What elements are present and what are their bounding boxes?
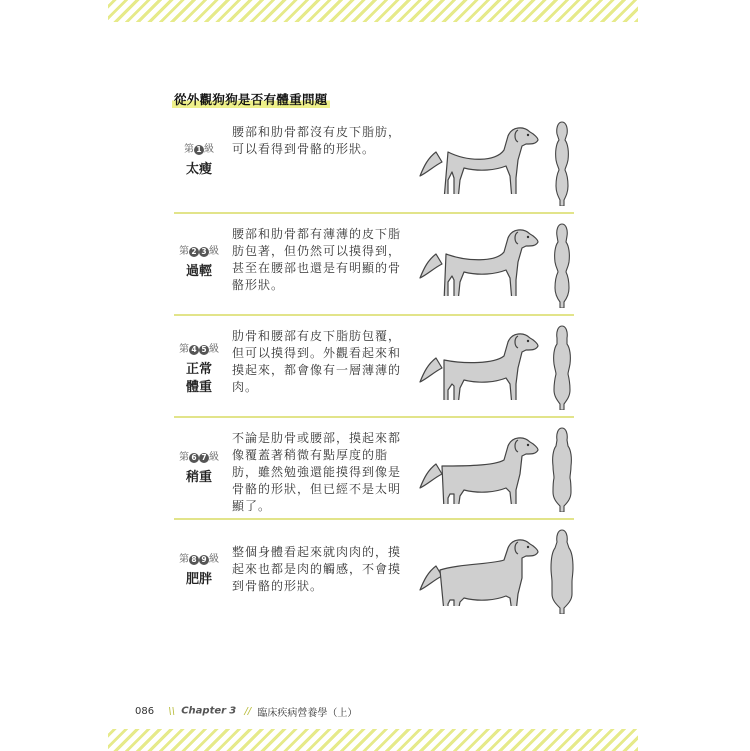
grade-prefix: 第 <box>179 554 189 565</box>
grade-description: 腰部和肋骨都沒有皮下脂肪，可以看得到骨骼的形狀。 <box>232 125 402 156</box>
grade-prefix: 第 <box>179 344 189 355</box>
section-title: 從外觀狗狗是否有體重問題 <box>174 92 328 107</box>
grade-number-badge: 5 <box>199 345 209 355</box>
grade-suffix: 級 <box>209 554 219 565</box>
grade-label <box>174 550 224 589</box>
thin-dog-top-view-icon <box>548 120 576 206</box>
grade-name <box>174 361 224 397</box>
grade-label <box>174 242 224 281</box>
grade-name-line: 過輕 <box>185 264 212 279</box>
chapter-title: 臨床疾病營養學（上） <box>257 708 358 719</box>
grade-number-badge: 7 <box>199 453 209 463</box>
grade-row-2-3 <box>174 212 574 314</box>
grade-label <box>174 448 224 487</box>
grade-number-badge: 1 <box>194 145 204 155</box>
grade-row-4-5 <box>174 314 574 416</box>
grade-number-badge: 3 <box>199 247 209 257</box>
grade-number <box>174 242 224 257</box>
grade-description: 整個身體看起來就肉肉的，摸起來也都是肉的觸感，不會摸到骨骼的形狀。 <box>232 545 402 593</box>
chapter-word: Chapter <box>181 705 227 717</box>
grade-name <box>174 161 224 179</box>
grade-suffix: 級 <box>209 246 219 257</box>
overweight-dog-top-view-icon <box>548 426 576 512</box>
grade-number-badge: 2 <box>189 247 199 257</box>
grade-name <box>174 263 224 281</box>
grade-prefix: 第 <box>179 452 189 463</box>
grade-description: 肋骨和腰部有皮下脂肪包覆，但可以摸得到。外觀看起來和摸起來，都會像有一層薄薄的肉。 <box>232 329 402 394</box>
grade-number <box>174 448 224 463</box>
top-stripe-band <box>108 0 638 22</box>
grade-name-line: 體重 <box>185 380 212 395</box>
grade-number-badge: 6 <box>189 453 199 463</box>
bottom-stripe-band <box>108 729 638 751</box>
grade-suffix: 級 <box>209 452 219 463</box>
grade-prefix: 第 <box>179 246 189 257</box>
grade-label <box>174 340 224 397</box>
grade-name-line: 稍重 <box>185 470 212 485</box>
grade-number-badge: 8 <box>189 555 199 565</box>
grade-row-1 <box>174 112 574 212</box>
normal-dog-top-view-icon <box>548 324 576 410</box>
grade-number-badge: 9 <box>199 555 209 565</box>
grade-name <box>174 469 224 487</box>
grade-name <box>174 571 224 589</box>
grade-description: 不論是肋骨或腰部，摸起來都像覆蓋著稍微有點厚度的脂肪，雖然勉強還能摸得到像是骨骼的形狀，但已經不是太明顯了。 <box>232 431 402 513</box>
grade-name-line: 正常 <box>185 362 212 377</box>
body-condition-table <box>174 112 574 620</box>
grade-row-6-7 <box>174 416 574 518</box>
obese-dog-top-view-icon <box>548 528 576 614</box>
normal-dog-side-view-icon <box>418 328 542 400</box>
grade-suffix: 級 <box>204 144 214 155</box>
chapter-number: 3 <box>229 705 237 717</box>
grade-row-8-9 <box>174 518 574 620</box>
grade-label <box>174 140 224 179</box>
grade-number-badge: 4 <box>189 345 199 355</box>
obese-dog-side-view-icon <box>418 534 542 606</box>
thin-dog-side-view-icon <box>418 122 542 194</box>
slash-mark-icon: \\ <box>168 706 176 717</box>
slash-mark-icon: // <box>244 706 252 717</box>
grade-number <box>174 140 224 155</box>
grade-prefix: 第 <box>184 144 194 155</box>
chapter-label <box>181 706 236 717</box>
page-footer <box>135 704 357 719</box>
grade-name-line: 肥胖 <box>185 572 212 587</box>
grade-number <box>174 550 224 565</box>
grade-description: 腰部和肋骨都有薄薄的皮下脂肪包著，但仍然可以摸得到，甚至在腰部也還是有明顯的骨骼形狀。 <box>232 227 402 292</box>
underweight-dog-top-view-icon <box>548 222 576 308</box>
grade-name-line: 太瘦 <box>185 162 212 177</box>
underweight-dog-side-view-icon <box>418 224 542 296</box>
page-number: 086 <box>135 706 155 717</box>
overweight-dog-side-view-icon <box>418 432 542 504</box>
grade-number <box>174 340 224 355</box>
grade-suffix: 級 <box>209 344 219 355</box>
